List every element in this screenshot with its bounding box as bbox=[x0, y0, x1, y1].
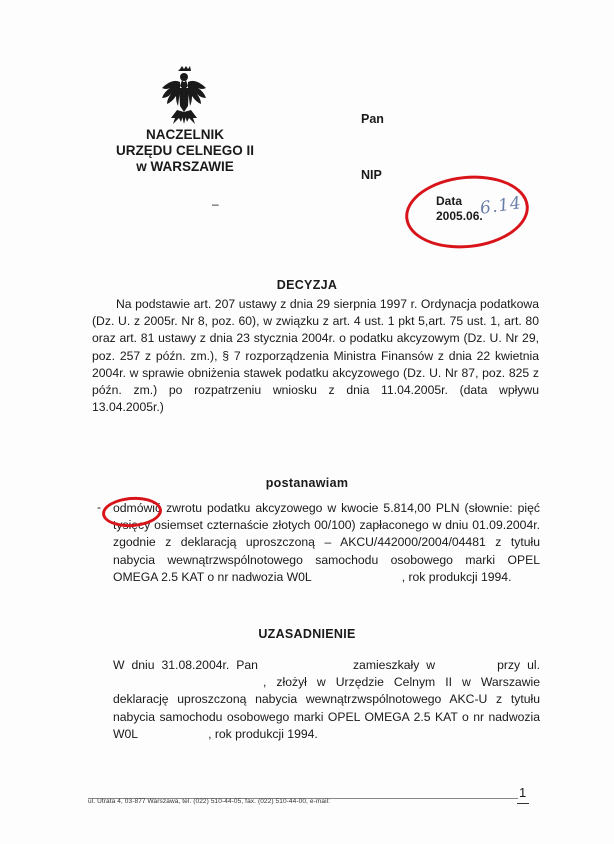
issuer-block bbox=[100, 127, 270, 175]
justification-part-2: zamieszkały w bbox=[352, 658, 436, 672]
issuer-reference-dash: – bbox=[212, 197, 219, 211]
decision-basis-paragraph: Na podstawie art. 207 ustawy z dnia 29 sierpnia 1997 r. Ordynacja podatkowa (Dz. U. z 2005r. Nr 8, poz. 60), w związku z art. 4 ust. 1 pkt 5,art. 75 ust. 1, art. 80 oraz art. 81 ustawy z dnia 23 stycznia 2004r. o podatku akcyzowym (Dz. U. Nr 29, poz. 257 z późn. zm.), § 7 rozporządzenia Ministra Finansów z dnia 22 kwietnia 2004r. w sprawie obniżenia stawek podatku akcyzowego (Dz. U. Nr 87, poz. 825 z późn. zm.) po rozpatrzeniu wniosku z dnia 11.04.2005r. (data wpływu 13.04.2005r.) bbox=[92, 297, 539, 415]
decision-title: DECYZJA bbox=[276, 278, 338, 292]
resolution-tail: , rok produkcji 1994. bbox=[401, 569, 512, 584]
justification-title: UZASADNIENIE bbox=[258, 627, 356, 641]
resolution-bullet: - bbox=[97, 500, 101, 514]
page-number-underline bbox=[517, 803, 529, 804]
page-number: 1 bbox=[519, 785, 527, 800]
issuer-line-3: w WARSZAWIE bbox=[136, 159, 234, 174]
footer-address: ul. Utrata 4, 03-877 Warszawa, tel. (022) 510-44-05, fax. (022) 510-44-00, e-mail: bbox=[88, 798, 331, 805]
date-label: Data bbox=[436, 194, 463, 208]
justification-part-5: , rok produkcji 1994. bbox=[208, 726, 318, 741]
justification-part-3: przy ul. bbox=[497, 658, 540, 672]
nip-label: NIP bbox=[361, 168, 382, 182]
date-value: 2005.06. bbox=[436, 209, 483, 223]
issuer-line-2: URZĘDU CELNEGO II bbox=[115, 143, 254, 158]
date-annotation-circle bbox=[402, 170, 533, 255]
justification-paragraph bbox=[113, 657, 540, 743]
date-handwritten: 6.14 bbox=[478, 193, 524, 219]
eagle-emblem-icon bbox=[159, 66, 209, 128]
resolution-text: zwrotu podatku akcyzowego w kwocie 5.814,00 PLN (słownie: pięć tysięcy osiemset czternaście złotych 00/100) zapłaconego w dniu 01.09.2004r. zgodnie z deklaracją uproszczoną – AKCU/442000/2004/04481 z tytułu nabycia wewnątrzwspólnotowego samochodu osobowego marki OPEL OMEGA 2.5 KAT o nr nadwozia W0L bbox=[113, 501, 540, 584]
resolution-title: postanawiam bbox=[265, 476, 349, 490]
issuer-line-1: NACZELNIK bbox=[146, 127, 224, 142]
justification-part-1: W dniu 31.08.2004r. Pan bbox=[113, 658, 258, 672]
justification-part-4: , złożył w Urzędzie Celnym II w Warszawie deklarację uproszczoną nabycia wewnątrzwspólnotowego AKC-U z tytułu nabycia samochodu osobowego marki OPEL OMEGA 2.5 KAT o nr nadwozia W0L bbox=[113, 675, 540, 741]
resolution-word: odmówić bbox=[113, 501, 162, 515]
recipient-label: Pan bbox=[361, 112, 384, 126]
resolution-paragraph bbox=[113, 500, 540, 586]
